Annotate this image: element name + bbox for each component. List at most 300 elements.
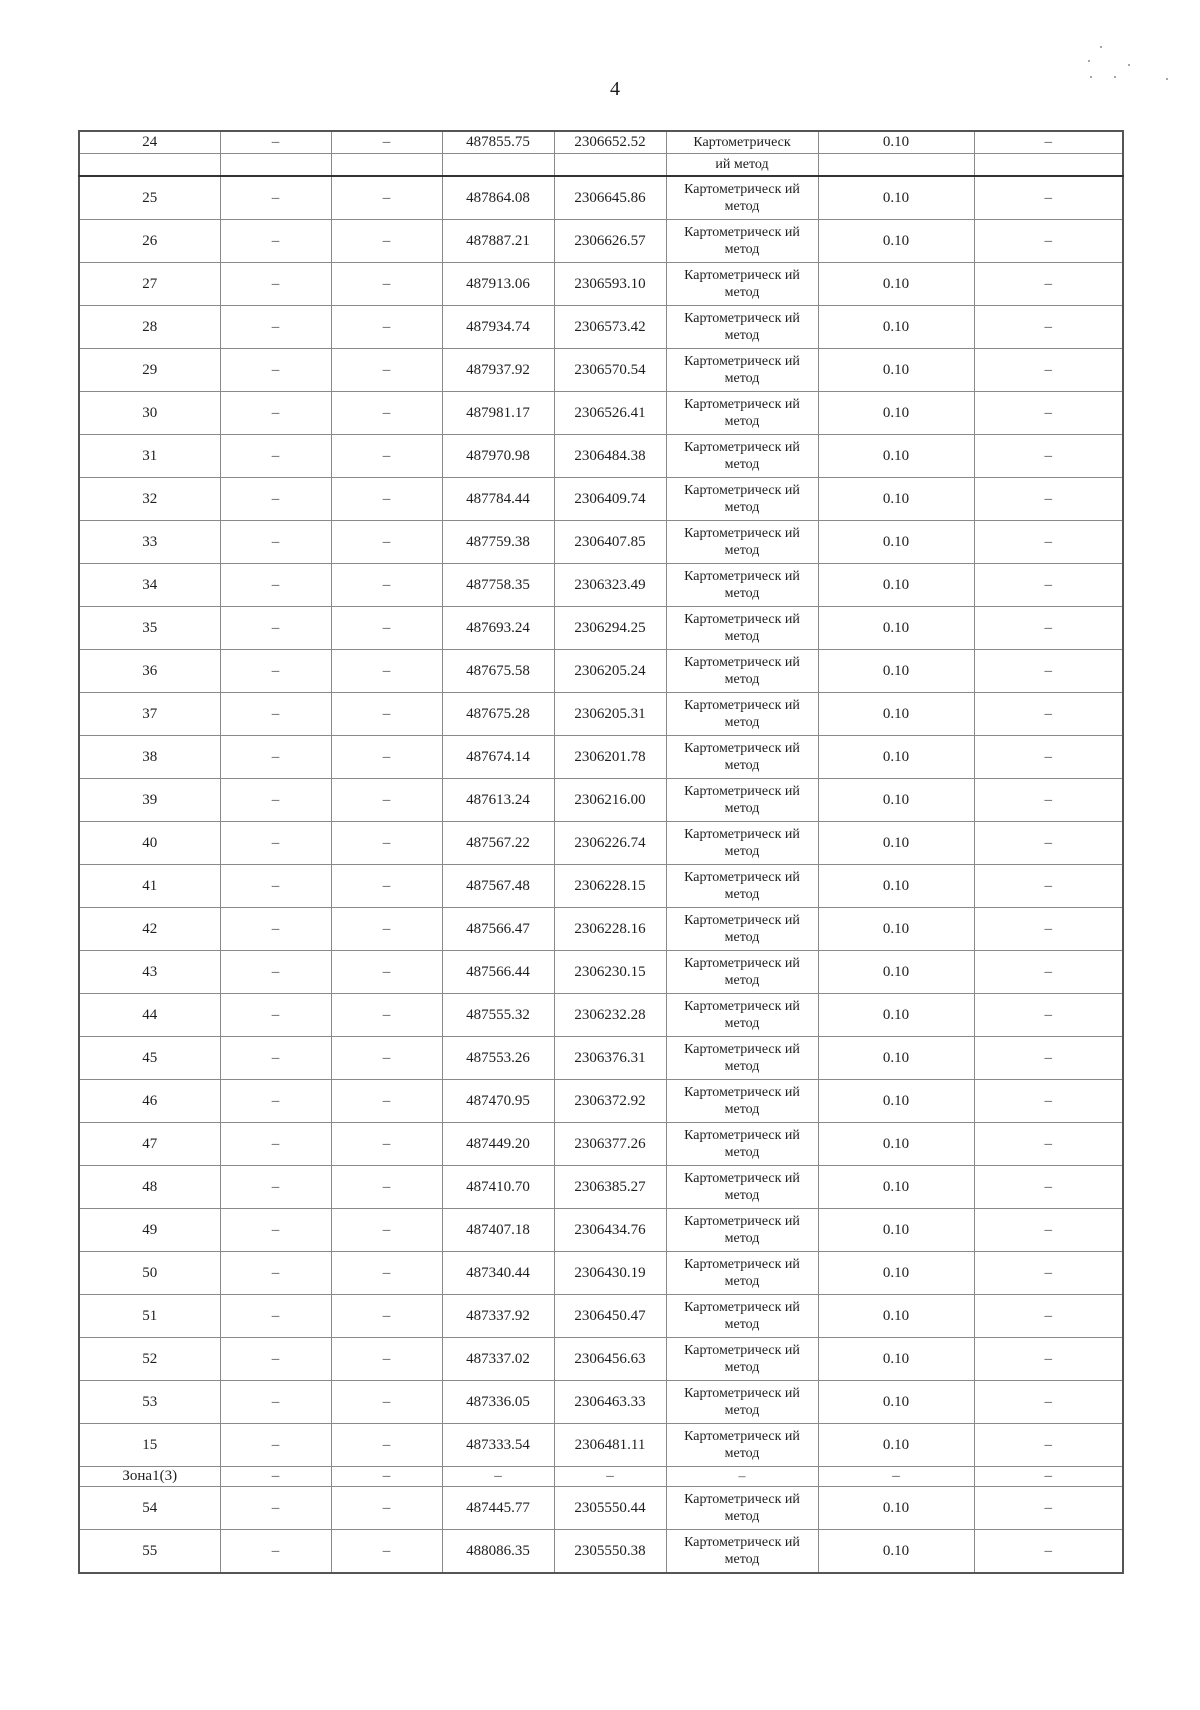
table-row — [79, 263, 1123, 306]
empty-column-cell: – — [220, 392, 331, 435]
method-cell: Картометрическ ий метод — [666, 349, 818, 392]
empty-column-cell: – — [220, 1123, 331, 1166]
method-cell: Картометрическ ий метод — [666, 564, 818, 607]
empty-column-cell: – — [974, 478, 1123, 521]
empty-column-cell: – — [331, 865, 442, 908]
x-coordinate-cell: 487981.17 — [442, 392, 554, 435]
precision-cell: 0.10 — [818, 478, 974, 521]
empty-column-cell: – — [331, 1209, 442, 1252]
point-number-cell: 49 — [79, 1209, 220, 1252]
table-row — [79, 908, 1123, 951]
table-row — [79, 1080, 1123, 1123]
empty-column-cell: – — [220, 1295, 331, 1338]
empty-column-cell: – — [220, 736, 331, 779]
method-cell: Картометрическ ий метод — [666, 220, 818, 263]
empty-column-cell: – — [331, 994, 442, 1037]
coordinates-table — [78, 130, 1124, 1574]
empty-column-cell: – — [974, 1209, 1123, 1252]
point-number-cell: 41 — [79, 865, 220, 908]
empty-column-cell: – — [220, 1166, 331, 1209]
empty-column-cell: – — [974, 865, 1123, 908]
point-number-cell: 54 — [79, 1487, 220, 1530]
empty-column-cell: – — [331, 1381, 442, 1424]
empty-column-cell: – — [331, 1080, 442, 1123]
x-coordinate-cell: 487337.02 — [442, 1338, 554, 1381]
point-number-cell: 37 — [79, 693, 220, 736]
empty-column-cell: – — [331, 1037, 442, 1080]
precision-cell: 0.10 — [818, 650, 974, 693]
method-cell: Картометрическ ий метод — [666, 650, 818, 693]
y-coordinate-cell: 2306409.74 — [554, 478, 666, 521]
empty-column-cell: – — [331, 1530, 442, 1574]
empty-column-cell: – — [974, 435, 1123, 478]
point-number-cell: 29 — [79, 349, 220, 392]
x-coordinate-cell: 487410.70 — [442, 1166, 554, 1209]
empty-column-cell: – — [974, 607, 1123, 650]
precision-cell: 0.10 — [818, 1123, 974, 1166]
empty-column-cell: – — [974, 306, 1123, 349]
precision-cell: 0.10 — [818, 607, 974, 650]
empty-column-cell: – — [220, 1424, 331, 1467]
x-coordinate-cell: 487759.38 — [442, 521, 554, 564]
point-number-cell: 36 — [79, 650, 220, 693]
empty-column-cell: – — [974, 1338, 1123, 1381]
precision-cell: 0.10 — [818, 349, 974, 392]
x-coordinate-cell: 487970.98 — [442, 435, 554, 478]
x-coordinate-cell: 487566.47 — [442, 908, 554, 951]
method-cell: – — [666, 1467, 818, 1487]
y-coordinate-cell: 2306645.86 — [554, 176, 666, 220]
y-coordinate-cell: 2306228.16 — [554, 908, 666, 951]
table-row — [79, 650, 1123, 693]
precision-cell: 0.10 — [818, 392, 974, 435]
y-coordinate-cell: 2306570.54 — [554, 349, 666, 392]
precision-cell: 0.10 — [818, 306, 974, 349]
empty-column-cell: – — [220, 1037, 331, 1080]
empty-column-cell: – — [220, 564, 331, 607]
y-coordinate-cell: 2306434.76 — [554, 1209, 666, 1252]
y-coordinate-cell: 2306430.19 — [554, 1252, 666, 1295]
y-coordinate-cell: 2306228.15 — [554, 865, 666, 908]
table-row — [79, 1252, 1123, 1295]
empty-column-cell: – — [220, 994, 331, 1037]
table-row — [79, 131, 1123, 154]
empty-column-cell: – — [331, 220, 442, 263]
point-number-cell: 53 — [79, 1381, 220, 1424]
table-row — [79, 521, 1123, 564]
empty-column-cell: – — [331, 521, 442, 564]
y-coordinate-cell: 2306573.42 — [554, 306, 666, 349]
empty-column-cell: – — [220, 131, 331, 154]
empty-column-cell: – — [220, 779, 331, 822]
empty-column-cell: – — [974, 1295, 1123, 1338]
empty-column-cell — [331, 154, 442, 177]
empty-column-cell: – — [331, 822, 442, 865]
method-cell: Картометрическ ий метод — [666, 736, 818, 779]
empty-column-cell: – — [220, 1209, 331, 1252]
table-row — [79, 951, 1123, 994]
point-number-cell: 39 — [79, 779, 220, 822]
precision-cell: 0.10 — [818, 131, 974, 154]
precision-cell: 0.10 — [818, 1530, 974, 1574]
empty-column-cell — [220, 154, 331, 177]
table-row — [79, 220, 1123, 263]
point-number-cell: 33 — [79, 521, 220, 564]
y-coordinate-cell: 2306323.49 — [554, 564, 666, 607]
empty-column-cell: – — [331, 1424, 442, 1467]
empty-column-cell: – — [220, 349, 331, 392]
point-number-cell: 40 — [79, 822, 220, 865]
empty-column-cell: – — [220, 822, 331, 865]
table-row — [79, 1295, 1123, 1338]
x-coordinate-cell: 487336.05 — [442, 1381, 554, 1424]
table-row — [79, 154, 1123, 177]
y-coordinate-cell: 2306385.27 — [554, 1166, 666, 1209]
precision-cell: 0.10 — [818, 779, 974, 822]
table-row — [79, 176, 1123, 220]
empty-column-cell: – — [974, 908, 1123, 951]
x-coordinate-cell: 487855.75 — [442, 131, 554, 154]
point-number-cell: 43 — [79, 951, 220, 994]
empty-column-cell: – — [974, 822, 1123, 865]
point-number-cell: 25 — [79, 176, 220, 220]
point-number-cell: 26 — [79, 220, 220, 263]
precision-cell: 0.10 — [818, 1424, 974, 1467]
y-coordinate-cell: 2306201.78 — [554, 736, 666, 779]
empty-column-cell: – — [974, 1037, 1123, 1080]
method-cell: Картометрическ ий метод — [666, 908, 818, 951]
empty-column-cell: – — [331, 564, 442, 607]
method-cell: Картометрическ — [666, 131, 818, 154]
y-coordinate-cell: 2306230.15 — [554, 951, 666, 994]
empty-column-cell: – — [331, 349, 442, 392]
empty-column-cell: – — [331, 392, 442, 435]
empty-column-cell: – — [974, 349, 1123, 392]
point-number-cell: 31 — [79, 435, 220, 478]
empty-column-cell: – — [974, 1424, 1123, 1467]
y-coordinate-cell: – — [554, 1467, 666, 1487]
x-coordinate-cell: 487333.54 — [442, 1424, 554, 1467]
empty-column-cell: – — [974, 131, 1123, 154]
precision-cell: 0.10 — [818, 435, 974, 478]
x-coordinate-cell — [442, 154, 554, 177]
x-coordinate-cell: 487567.48 — [442, 865, 554, 908]
empty-column-cell: – — [331, 131, 442, 154]
empty-column-cell: – — [974, 1530, 1123, 1574]
empty-column-cell: – — [220, 607, 331, 650]
x-coordinate-cell: 487937.92 — [442, 349, 554, 392]
table-row — [79, 564, 1123, 607]
table-row — [79, 822, 1123, 865]
precision-cell: 0.10 — [818, 1037, 974, 1080]
precision-cell: 0.10 — [818, 1295, 974, 1338]
precision-cell: 0.10 — [818, 693, 974, 736]
method-cell: ий метод — [666, 154, 818, 177]
empty-column-cell: – — [974, 951, 1123, 994]
table-row — [79, 1381, 1123, 1424]
y-coordinate-cell: 2305550.38 — [554, 1530, 666, 1574]
empty-column-cell: – — [974, 263, 1123, 306]
empty-column-cell: – — [220, 908, 331, 951]
method-cell: Картометрическ ий метод — [666, 1166, 818, 1209]
empty-column-cell — [974, 154, 1123, 177]
point-number-cell: 24 — [79, 131, 220, 154]
point-number-cell: 38 — [79, 736, 220, 779]
precision-cell: 0.10 — [818, 1338, 974, 1381]
empty-column-cell: – — [974, 779, 1123, 822]
x-coordinate-cell: 487470.95 — [442, 1080, 554, 1123]
empty-column-cell: – — [331, 1166, 442, 1209]
x-coordinate-cell: 487566.44 — [442, 951, 554, 994]
empty-column-cell: – — [331, 1252, 442, 1295]
x-coordinate-cell: – — [442, 1467, 554, 1487]
empty-column-cell: – — [331, 435, 442, 478]
point-number-cell: 46 — [79, 1080, 220, 1123]
empty-column-cell: – — [331, 607, 442, 650]
empty-column-cell: – — [220, 1381, 331, 1424]
point-number-cell: Зона1(3) — [79, 1467, 220, 1487]
empty-column-cell: – — [220, 865, 331, 908]
precision-cell: – — [818, 1467, 974, 1487]
precision-cell: 0.10 — [818, 951, 974, 994]
table-row — [79, 1037, 1123, 1080]
point-number-cell: 34 — [79, 564, 220, 607]
table-row — [79, 607, 1123, 650]
table-row — [79, 1166, 1123, 1209]
y-coordinate-cell: 2306593.10 — [554, 263, 666, 306]
empty-column-cell: – — [974, 693, 1123, 736]
precision-cell: 0.10 — [818, 1166, 974, 1209]
y-coordinate-cell: 2306377.26 — [554, 1123, 666, 1166]
empty-column-cell: – — [331, 478, 442, 521]
precision-cell: 0.10 — [818, 1080, 974, 1123]
empty-column-cell: – — [974, 176, 1123, 220]
scan-specks — [1070, 40, 1190, 90]
table-row — [79, 435, 1123, 478]
empty-column-cell: – — [220, 521, 331, 564]
precision-cell: 0.10 — [818, 521, 974, 564]
method-cell: Картометрическ ий метод — [666, 1381, 818, 1424]
y-coordinate-cell: 2306294.25 — [554, 607, 666, 650]
empty-column-cell: – — [220, 176, 331, 220]
table-row — [79, 1123, 1123, 1166]
table-row — [79, 1530, 1123, 1574]
precision-cell: 0.10 — [818, 908, 974, 951]
x-coordinate-cell: 487864.08 — [442, 176, 554, 220]
empty-column-cell: – — [220, 220, 331, 263]
empty-column-cell: – — [974, 1381, 1123, 1424]
x-coordinate-cell: 487567.22 — [442, 822, 554, 865]
empty-column-cell: – — [331, 306, 442, 349]
method-cell: Картометрическ ий метод — [666, 478, 818, 521]
x-coordinate-cell: 487445.77 — [442, 1487, 554, 1530]
table-row — [79, 1338, 1123, 1381]
x-coordinate-cell: 487340.44 — [442, 1252, 554, 1295]
y-coordinate-cell: 2306205.24 — [554, 650, 666, 693]
empty-column-cell: – — [974, 564, 1123, 607]
empty-column-cell: – — [220, 693, 331, 736]
precision-cell: 0.10 — [818, 1252, 974, 1295]
empty-column-cell: – — [974, 1487, 1123, 1530]
empty-column-cell: – — [220, 1530, 331, 1574]
table-row — [79, 306, 1123, 349]
empty-column-cell: – — [974, 994, 1123, 1037]
method-cell: Картометрическ ий метод — [666, 1080, 818, 1123]
precision-cell: 0.10 — [818, 1487, 974, 1530]
x-coordinate-cell: 487887.21 — [442, 220, 554, 263]
empty-column-cell: – — [974, 1467, 1123, 1487]
method-cell: Картометрическ ий метод — [666, 435, 818, 478]
method-cell: Картометрическ ий метод — [666, 521, 818, 564]
x-coordinate-cell: 487613.24 — [442, 779, 554, 822]
x-coordinate-cell: 487337.92 — [442, 1295, 554, 1338]
empty-column-cell: – — [220, 1338, 331, 1381]
y-coordinate-cell: 2306456.63 — [554, 1338, 666, 1381]
y-coordinate-cell: 2306216.00 — [554, 779, 666, 822]
y-coordinate-cell: 2305550.44 — [554, 1487, 666, 1530]
point-number-cell: 51 — [79, 1295, 220, 1338]
point-number-cell: 42 — [79, 908, 220, 951]
method-cell: Картометрическ ий метод — [666, 1487, 818, 1530]
precision-cell: 0.10 — [818, 736, 974, 779]
table-row — [79, 994, 1123, 1037]
empty-column-cell: – — [220, 1467, 331, 1487]
empty-column-cell: – — [974, 1252, 1123, 1295]
precision-cell: 0.10 — [818, 865, 974, 908]
method-cell: Картометрическ ий метод — [666, 693, 818, 736]
point-number-cell: 28 — [79, 306, 220, 349]
point-number-cell: 44 — [79, 994, 220, 1037]
empty-column-cell: – — [220, 951, 331, 994]
table-row — [79, 779, 1123, 822]
table-row — [79, 1209, 1123, 1252]
empty-column-cell: – — [974, 736, 1123, 779]
x-coordinate-cell: 487674.14 — [442, 736, 554, 779]
x-coordinate-cell: 487449.20 — [442, 1123, 554, 1166]
point-number-cell: 52 — [79, 1338, 220, 1381]
method-cell: Картометрическ ий метод — [666, 1530, 818, 1574]
point-number-cell: 32 — [79, 478, 220, 521]
empty-column-cell: – — [974, 220, 1123, 263]
empty-column-cell: – — [331, 650, 442, 693]
x-coordinate-cell: 487555.32 — [442, 994, 554, 1037]
empty-column-cell: – — [974, 1123, 1123, 1166]
y-coordinate-cell: 2306226.74 — [554, 822, 666, 865]
empty-column-cell: – — [331, 736, 442, 779]
point-number-cell: 27 — [79, 263, 220, 306]
point-number-cell: 47 — [79, 1123, 220, 1166]
method-cell: Картометрическ ий метод — [666, 607, 818, 650]
point-number-cell: 35 — [79, 607, 220, 650]
point-number-cell: 50 — [79, 1252, 220, 1295]
method-cell: Картометрическ ий метод — [666, 176, 818, 220]
table-row — [79, 1424, 1123, 1467]
x-coordinate-cell: 487553.26 — [442, 1037, 554, 1080]
empty-column-cell: – — [974, 1166, 1123, 1209]
point-number-cell: 15 — [79, 1424, 220, 1467]
method-cell: Картометрическ ий метод — [666, 1295, 818, 1338]
y-coordinate-cell — [554, 154, 666, 177]
method-cell: Картометрическ ий метод — [666, 865, 818, 908]
method-cell: Картометрическ ий метод — [666, 1338, 818, 1381]
method-cell: Картометрическ ий метод — [666, 1252, 818, 1295]
empty-column-cell: – — [220, 306, 331, 349]
empty-column-cell: – — [974, 392, 1123, 435]
table-row — [79, 1487, 1123, 1530]
y-coordinate-cell: 2306626.57 — [554, 220, 666, 263]
empty-column-cell: – — [331, 779, 442, 822]
empty-column-cell: – — [331, 951, 442, 994]
table-body — [79, 131, 1123, 1573]
y-coordinate-cell: 2306481.11 — [554, 1424, 666, 1467]
table-row — [79, 392, 1123, 435]
precision-cell: 0.10 — [818, 220, 974, 263]
empty-column-cell: – — [331, 176, 442, 220]
table-row — [79, 693, 1123, 736]
point-number-cell: 30 — [79, 392, 220, 435]
precision-cell: 0.10 — [818, 822, 974, 865]
method-cell: Картометрическ ий метод — [666, 1037, 818, 1080]
empty-column-cell: – — [220, 435, 331, 478]
table-row — [79, 865, 1123, 908]
x-coordinate-cell: 487675.58 — [442, 650, 554, 693]
precision-cell: 0.10 — [818, 994, 974, 1037]
y-coordinate-cell: 2306407.85 — [554, 521, 666, 564]
empty-column-cell: – — [331, 908, 442, 951]
precision-cell: 0.10 — [818, 564, 974, 607]
x-coordinate-cell: 487913.06 — [442, 263, 554, 306]
method-cell: Картометрическ ий метод — [666, 392, 818, 435]
y-coordinate-cell: 2306526.41 — [554, 392, 666, 435]
y-coordinate-cell: 2306484.38 — [554, 435, 666, 478]
empty-column-cell: – — [220, 1080, 331, 1123]
method-cell: Картометрическ ий метод — [666, 1209, 818, 1252]
y-coordinate-cell: 2306372.92 — [554, 1080, 666, 1123]
empty-column-cell: – — [331, 693, 442, 736]
table-row — [79, 736, 1123, 779]
method-cell: Картометрическ ий метод — [666, 1123, 818, 1166]
precision-cell — [818, 154, 974, 177]
method-cell: Картометрическ ий метод — [666, 1424, 818, 1467]
x-coordinate-cell: 487693.24 — [442, 607, 554, 650]
empty-column-cell: – — [974, 521, 1123, 564]
y-coordinate-cell: 2306232.28 — [554, 994, 666, 1037]
precision-cell: 0.10 — [818, 176, 974, 220]
precision-cell: 0.10 — [818, 1381, 974, 1424]
empty-column-cell: – — [331, 263, 442, 306]
empty-column-cell: – — [331, 1467, 442, 1487]
point-number-cell: 48 — [79, 1166, 220, 1209]
empty-column-cell: – — [220, 650, 331, 693]
precision-cell: 0.10 — [818, 263, 974, 306]
table-row — [79, 349, 1123, 392]
y-coordinate-cell: 2306376.31 — [554, 1037, 666, 1080]
empty-column-cell: – — [331, 1123, 442, 1166]
zone-row — [79, 1467, 1123, 1487]
method-cell: Картометрическ ий метод — [666, 994, 818, 1037]
empty-column-cell: – — [331, 1295, 442, 1338]
precision-cell: 0.10 — [818, 1209, 974, 1252]
method-cell: Картометрическ ий метод — [666, 779, 818, 822]
empty-column-cell: – — [220, 263, 331, 306]
page-number: 4 — [610, 78, 620, 100]
empty-column-cell: – — [220, 478, 331, 521]
method-cell: Картометрическ ий метод — [666, 263, 818, 306]
empty-column-cell: – — [331, 1487, 442, 1530]
y-coordinate-cell: 2306450.47 — [554, 1295, 666, 1338]
empty-column-cell: – — [220, 1487, 331, 1530]
method-cell: Картометрическ ий метод — [666, 822, 818, 865]
